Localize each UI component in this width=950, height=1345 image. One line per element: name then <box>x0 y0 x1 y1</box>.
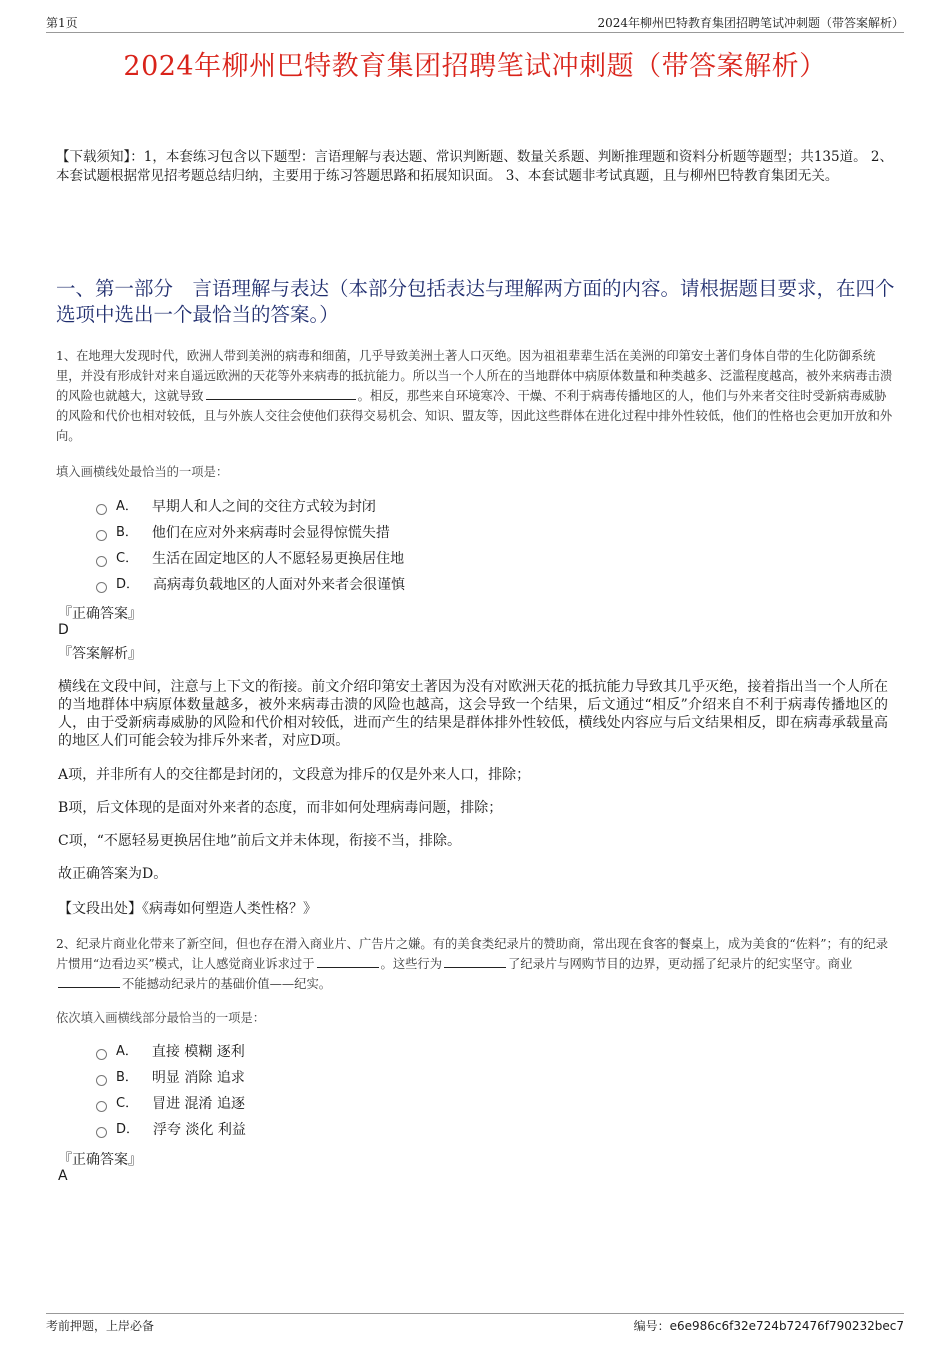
question-2-options <box>96 1039 856 1143</box>
footer-code: 编号：e6e986c6f32e724b72476f790232bec7 <box>633 1319 904 1333</box>
answer-blank <box>444 955 506 968</box>
question-1-text: 1、在地理大发现时代，欧洲人带到美洲的病毒和细菌，几乎导致美洲土著人口灭绝。因为祖祖辈辈生活在美洲的印第安土著们身体自带的生化防御系统里，并没有形成针对来自遥远欧洲的天花等外来病毒的抵抗能力。所以当一个人所在的当地群体中病原体数量和种类越多、泛滥程度越高，被外来病毒击溃的风险也就越大，这就导致 。相反，那些来自环境寒冷、干燥、不利于病毒传播地区的人，他们与外来者交往时受新病毒威胁的风险和代价也相对较低，且与外族人交往会使他们获得交易机会、知识、盟友等，因此这些群体在进化过程中排外性较低，他们的性格也会更加开放和外向。 <box>56 349 893 443</box>
option-b[interactable]: B． 明显 消除 追求 <box>96 1065 856 1091</box>
option-c[interactable]: C． 生活在固定地区的人不愿轻易更换居住地 <box>96 546 856 572</box>
radio-button-icon[interactable] <box>96 504 107 515</box>
source-citation: 【文段出处】《病毒如何塑造人类性格？》 <box>58 901 317 917</box>
footer-slogan: 考前押题，上岸必备 <box>46 1319 155 1333</box>
page-header <box>46 10 904 33</box>
answer-blank <box>206 387 356 400</box>
radio-button-icon[interactable] <box>96 1101 107 1112</box>
correct-answer-label: 『正确答案』 <box>58 1152 142 1168</box>
radio-button-icon[interactable] <box>96 556 107 567</box>
answer-blank <box>317 955 379 968</box>
page-number: 第1页 <box>46 16 78 30</box>
radio-button-icon[interactable] <box>96 1127 107 1138</box>
analysis-paragraph: 横线在文段中间，注意与上下文的衔接。前文介绍印第安土著因为没有对欧洲天花的抵抗能力导致其几乎灭绝，接着指出当一个人所在的当地群体中病原体数量越多，被外来病毒击溃的风险也越高，这会导致一个结果，后文通过“相反”介绍来自不利于病毒传播地区的人，由于受新病毒威胁的风险和代价相对较低，进而产生的结果是群体排外性较低，横线处内容应与后文结果相反，即在病毒承载量高的地区人们可能会较为排斥外来者，对应D项。 <box>58 679 888 749</box>
analysis-paragraph: A项，并非所有人的交往都是封闭的，文段意为排斥的仅是外来人口，排除； <box>58 767 531 783</box>
correct-answer-label: 『正确答案』 <box>58 606 142 622</box>
question-2-prompt: 依次填入画横线部分最恰当的一项是： <box>56 1011 266 1025</box>
page-footer <box>46 1313 904 1333</box>
analysis-conclusion: 故正确答案为D。 <box>58 866 168 882</box>
question-2-text: 2、纪录片商业化带来了新空间，但也存在滑入商业片、广告片之嫌。有的美食类纪录片的赞助商，常出现在食客的餐桌上，成为美食的“佐料”；有的纪录片惯用“边看边买”模式，让人感觉商业诉求过于 。这些行为 了纪录片与网购节目的边界，更动摇了纪录片的纪实坚守。商业不能撼动纪录片的基础价值——纪实。 <box>56 937 888 991</box>
radio-button-icon[interactable] <box>96 1075 107 1086</box>
radio-button-icon[interactable] <box>96 530 107 541</box>
answer-blank <box>58 975 120 988</box>
option-b[interactable]: B． 他们在应对外来病毒时会显得惊慌失措 <box>96 520 856 546</box>
option-d[interactable]: D． 高病毒负载地区的人面对外来者会很谨慎 <box>96 572 856 598</box>
section-title: 一、第一部分 言语理解与表达（本部分包括表达与理解两方面的内容。请根据题目要求，在四个选项中选出一个最恰当的答案。） <box>56 277 895 326</box>
analysis-paragraph: C项，“不愿轻易更换居住地”前后文并未体现，衔接不当，排除。 <box>58 833 462 849</box>
question-1-options <box>96 494 856 598</box>
correct-answer: A <box>58 1168 68 1184</box>
analysis-label: 『答案解析』 <box>58 646 142 662</box>
option-a[interactable]: A． 早期人和人之间的交往方式较为封闭 <box>96 494 856 520</box>
download-notice: 【下载须知】：1，本套练习包含以下题型：言语理解与表达题、常识判断题、数量关系题、判断推理题和资料分析题等题型；共135道。 2、本套试题根据常见招考题总结归纳，主要用于练习答题思路和拓展知识面。 3、本套试题非考试真题，且与柳州巴特教育集团无关。 <box>56 149 893 184</box>
option-a[interactable]: A． 直接 模糊 逐利 <box>96 1039 856 1065</box>
page-title: 2024年柳州巴特教育集团招聘笔试冲刺题（带答案解析） <box>123 51 827 82</box>
analysis-paragraph: B项，后文体现的是面对外来者的态度，而非如何处理病毒问题，排除； <box>58 800 503 816</box>
question-1-prompt: 填入画横线处最恰当的一项是： <box>56 465 229 479</box>
radio-button-icon[interactable] <box>96 582 107 593</box>
option-d[interactable]: D． 浮夸 淡化 利益 <box>96 1117 856 1143</box>
correct-answer: D <box>58 622 69 638</box>
radio-button-icon[interactable] <box>96 1049 107 1060</box>
header-doc-title: 2024年柳州巴特教育集团招聘笔试冲刺题（带答案解析） <box>597 16 904 30</box>
option-c[interactable]: C． 冒进 混淆 追逐 <box>96 1091 856 1117</box>
